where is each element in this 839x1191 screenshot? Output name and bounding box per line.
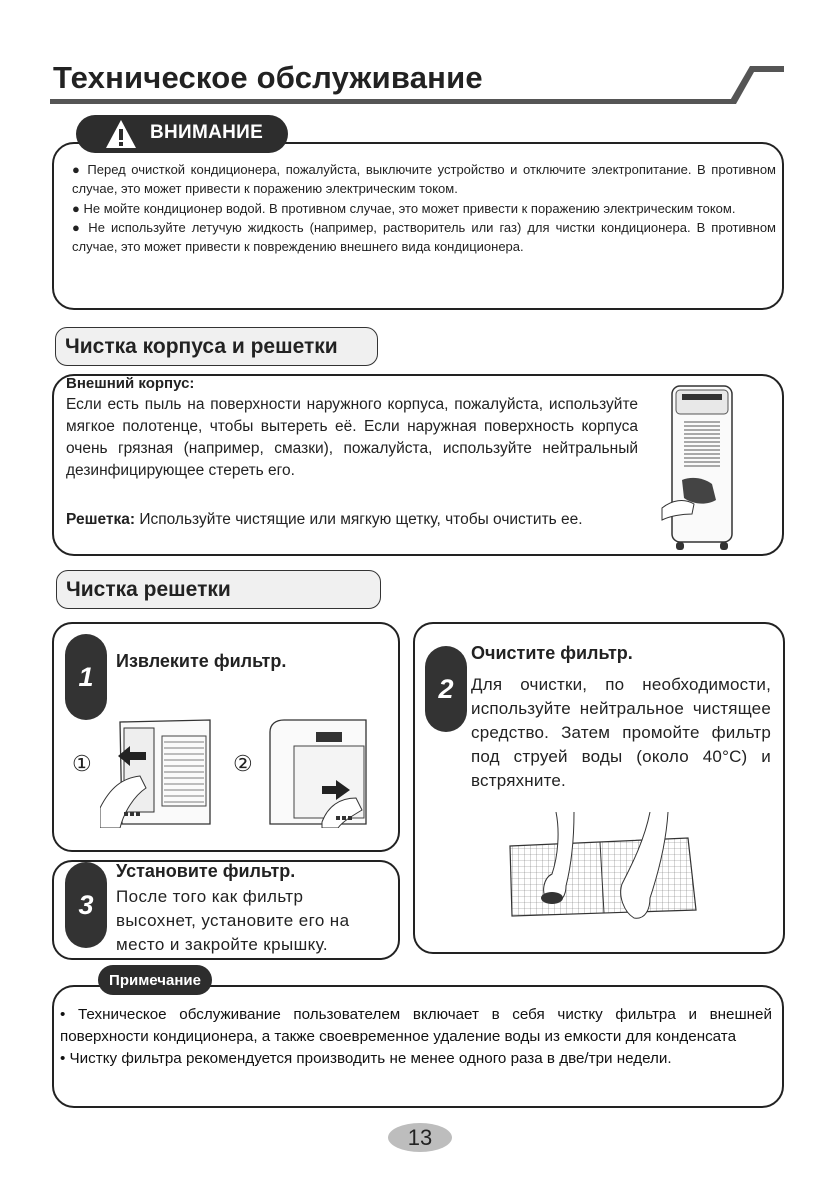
warning-triangle-icon xyxy=(104,118,138,150)
section-title-grill: Чистка решетки xyxy=(56,570,381,609)
section-title-body: Чистка корпуса и решетки xyxy=(55,327,378,366)
exterior-text: Если есть пыль на поверхности наружного корпуса, пожалуйста, используйте мягкое полотенце, чтобы вытереть её. Если наружная поверхность корпуса очень грязная (например, смазки), пожалуйста, используйте нейтральный дезинфицирующее стереть его. xyxy=(66,396,638,479)
grill-paragraph xyxy=(66,509,638,531)
header-slash xyxy=(726,62,786,107)
step-3-text: После того как фильтр высохнет, установите его на место и закройте крышку. xyxy=(116,887,350,954)
header-rule xyxy=(50,99,790,113)
filter-removal-illustration-2 xyxy=(262,712,372,828)
step-2-title: Очистите фильтр. xyxy=(471,643,633,663)
step-1-marker-2: ② xyxy=(233,752,253,777)
step-1-badge: 1 xyxy=(65,634,107,720)
note-line: • Чистку фильтра рекомендуется производить не менее одного раза в две/три недели. xyxy=(60,1050,672,1067)
page-number: 13 xyxy=(388,1123,452,1152)
warning-line: ● Перед очисткой кондиционера, пожалуйста, выключите устройство и отключите электропитание. В противном случае, это может привести к поражению электрическим током. xyxy=(72,162,776,197)
note-text xyxy=(60,1004,772,1070)
grill-label: Решетка: xyxy=(66,511,136,528)
step-2-badge: 2 xyxy=(425,646,467,732)
exterior-label: Внешний корпус: xyxy=(66,375,195,392)
step-3-badge: 3 xyxy=(65,862,107,948)
note-label: Примечание xyxy=(98,965,212,995)
warning-line: ● Не используйте летучую жидкость (например, растворитель или газ) для чистки кондиционера. В противном случае, это может привести к повреждению внешнего вида кондиционера. xyxy=(72,219,776,255)
page-title: Техническое обслуживание xyxy=(53,60,483,95)
air-conditioner-illustration xyxy=(656,380,748,552)
step-1-title: Извлеките фильтр. xyxy=(116,651,287,671)
step-3-title: Установите фильтр. xyxy=(116,861,296,881)
warning-line: ● Не мойте кондиционер водой. В противном случае, это может привести к поражению электрическим током. xyxy=(72,200,736,216)
step-2-text: Для очистки, по необходимости, используйте нейтральное чистящее средство. Затем промойте фильтр под струей воды (около 40°С) и встряхните. xyxy=(471,675,771,790)
warning-label: ВНИМАНИЕ xyxy=(150,122,264,143)
warning-text xyxy=(72,160,776,256)
filter-washing-illustration xyxy=(500,812,720,932)
step-1-marker-1: ① xyxy=(72,752,92,777)
note-line: • Техническое обслуживание пользователем включает в себя чистку фильтра и внешней поверхности кондиционера, а также своевременное удаление воды из емкости для конденсата xyxy=(60,1006,772,1045)
filter-removal-illustration-1 xyxy=(100,712,218,828)
grill-text: Используйте чистящие или мягкую щетку, чтобы очистить ее. xyxy=(135,511,583,528)
